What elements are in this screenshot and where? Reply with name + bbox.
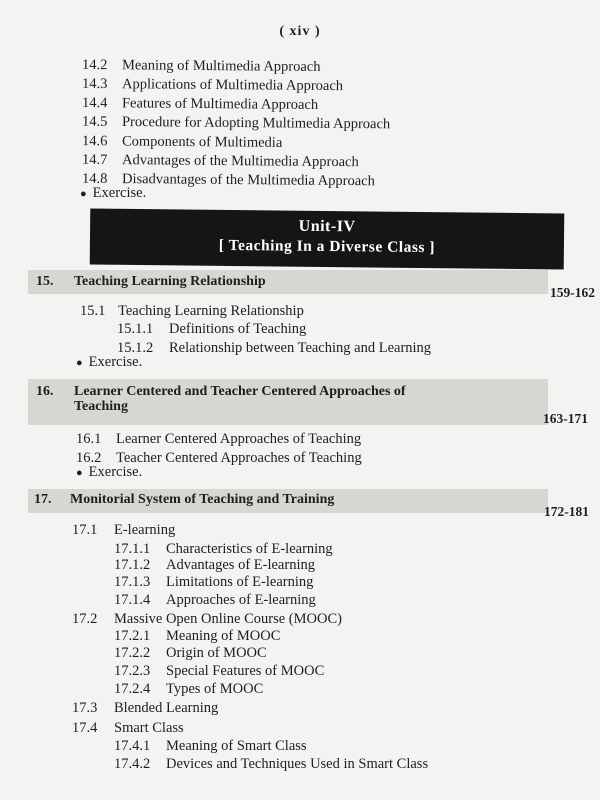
entry-text: Smart Class (114, 720, 184, 736)
toc-entry (76, 430, 361, 448)
entry-number: 14.8 (81, 170, 108, 187)
entry-number: 17.2.3 (114, 663, 151, 679)
entry-number: 16.2 (76, 450, 102, 466)
entry-text: Relationship between Teaching and Learning (169, 340, 432, 356)
toc-entry (114, 662, 324, 680)
chapter-heading (34, 492, 334, 508)
entry-text: Approaches of E-learning (166, 592, 316, 608)
entry-number: 17.4.1 (114, 738, 151, 754)
toc-entry (117, 339, 431, 357)
entry-text: Devices and Techniques Used in Smart Class (166, 756, 429, 772)
entry-number: 14.7 (81, 151, 108, 169)
entry-text: Learner Centered Approaches of Teaching (116, 431, 362, 447)
entry-text: Blended Learning (114, 700, 219, 716)
toc-entry (80, 302, 304, 320)
chapter-number: 17. (34, 492, 52, 507)
entry-number: 17.1.3 (114, 574, 151, 590)
entry-number: 17.1.1 (114, 541, 151, 557)
toc-entry (72, 521, 175, 539)
entry-text: E-learning (114, 522, 176, 538)
entry-number: 17.3 (72, 700, 98, 716)
toc-entry (82, 132, 282, 152)
toc-entry (82, 56, 321, 76)
unit-banner (90, 209, 565, 270)
page-range: 172-181 (544, 504, 589, 519)
entry-text: Origin of MOOC (166, 645, 267, 661)
entry-number: 14.3 (81, 75, 108, 93)
entry-number: 14.4 (81, 94, 108, 112)
exercise-entry (76, 463, 142, 482)
toc-entry (82, 75, 343, 95)
toc-entry (114, 755, 428, 773)
entry-text: Procedure for Adopting Multimedia Approach (121, 114, 391, 133)
toc-entry (82, 151, 359, 171)
toc-entry (72, 719, 184, 737)
entry-number: 17.1.2 (114, 557, 151, 573)
entry-number: 17.2.4 (114, 681, 151, 697)
toc-entry (72, 610, 342, 628)
entry-text: Advantages of the Multimedia Approach (121, 152, 359, 171)
entry-text: Massive Open Online Course (MOOC) (114, 611, 342, 627)
toc-entry (114, 627, 280, 645)
chapter-title: Monitorial System of Teaching and Training (70, 492, 335, 507)
entry-text: Meaning of Smart Class (166, 738, 307, 754)
bullet-icon: ● (80, 188, 87, 200)
toc-entry (82, 94, 318, 114)
entry-number: 14.2 (81, 56, 108, 74)
exercise-label: Exercise. (88, 464, 143, 480)
entry-number: 15.1 (80, 303, 106, 319)
toc-entry (114, 680, 263, 698)
entry-number: 15.1.1 (117, 321, 154, 337)
toc-entry (72, 699, 218, 717)
entry-text: Types of MOOC (166, 681, 264, 697)
entry-text: Components of Multimedia (121, 133, 283, 151)
chapter-heading (36, 274, 266, 290)
chapter-number: 16. (36, 384, 54, 399)
entry-number: 17.1.4 (114, 592, 151, 608)
entry-text: Features of Multimedia Approach (121, 95, 319, 114)
unit-subtitle: [ Teaching In a Diverse Class ] (218, 236, 436, 257)
exercise-entry (80, 184, 146, 203)
chapter-title-line2: Teaching (74, 399, 128, 414)
chapter-heading (36, 384, 406, 400)
toc-entry (114, 737, 307, 755)
chapter-title: Teaching Learning Relationship (74, 274, 266, 289)
entry-number: 17.2 (72, 611, 98, 627)
entry-text: Advantages of E-learning (166, 557, 315, 573)
entry-text: Limitations of E-learning (166, 574, 314, 590)
entry-text: Applications of Multimedia Approach (121, 76, 344, 95)
entry-number: 17.2.1 (114, 628, 151, 644)
entry-text: Disadvantages of the Multimedia Approach (121, 171, 375, 190)
exercise-entry (76, 353, 142, 372)
entry-number: 14.5 (81, 113, 108, 130)
toc-entry (114, 573, 313, 591)
entry-number: 17.4 (72, 720, 98, 736)
exercise-label: Exercise. (88, 354, 143, 370)
exercise-label: Exercise. (92, 185, 147, 201)
toc-entry (114, 644, 267, 662)
entry-text: Meaning of Multimedia Approach (121, 57, 321, 76)
bullet-icon: ● (76, 467, 83, 479)
entry-text: Characteristics of E-learning (166, 541, 333, 557)
bullet-icon: ● (76, 357, 83, 369)
page-range: 163-171 (543, 411, 588, 426)
toc-entry (114, 556, 315, 574)
page-folio: ( xiv ) (279, 24, 321, 39)
chapter-number: 15. (36, 274, 54, 289)
entry-number: 17.2.2 (114, 645, 151, 661)
entry-number: 14.6 (81, 133, 108, 150)
entry-number: 16.1 (76, 431, 102, 447)
page-range: 159-162 (550, 285, 595, 300)
entry-text: Definitions of Teaching (169, 321, 307, 337)
entry-number: 17.4.2 (114, 756, 151, 772)
entry-number: 15.1.2 (117, 340, 154, 356)
entry-text: Teacher Centered Approaches of Teaching (116, 450, 362, 466)
entry-text: Teaching Learning Relationship (118, 303, 304, 319)
toc-entry (117, 320, 306, 338)
toc-entry (114, 591, 316, 609)
entry-text: Special Features of MOOC (166, 663, 325, 679)
entry-text: Meaning of MOOC (166, 628, 281, 644)
entry-number: 17.1 (72, 522, 98, 538)
chapter-title: Learner Centered and Teacher Centered Approaches of (74, 384, 406, 399)
unit-title: Unit-IV (298, 217, 356, 236)
toc-entry (82, 113, 390, 134)
